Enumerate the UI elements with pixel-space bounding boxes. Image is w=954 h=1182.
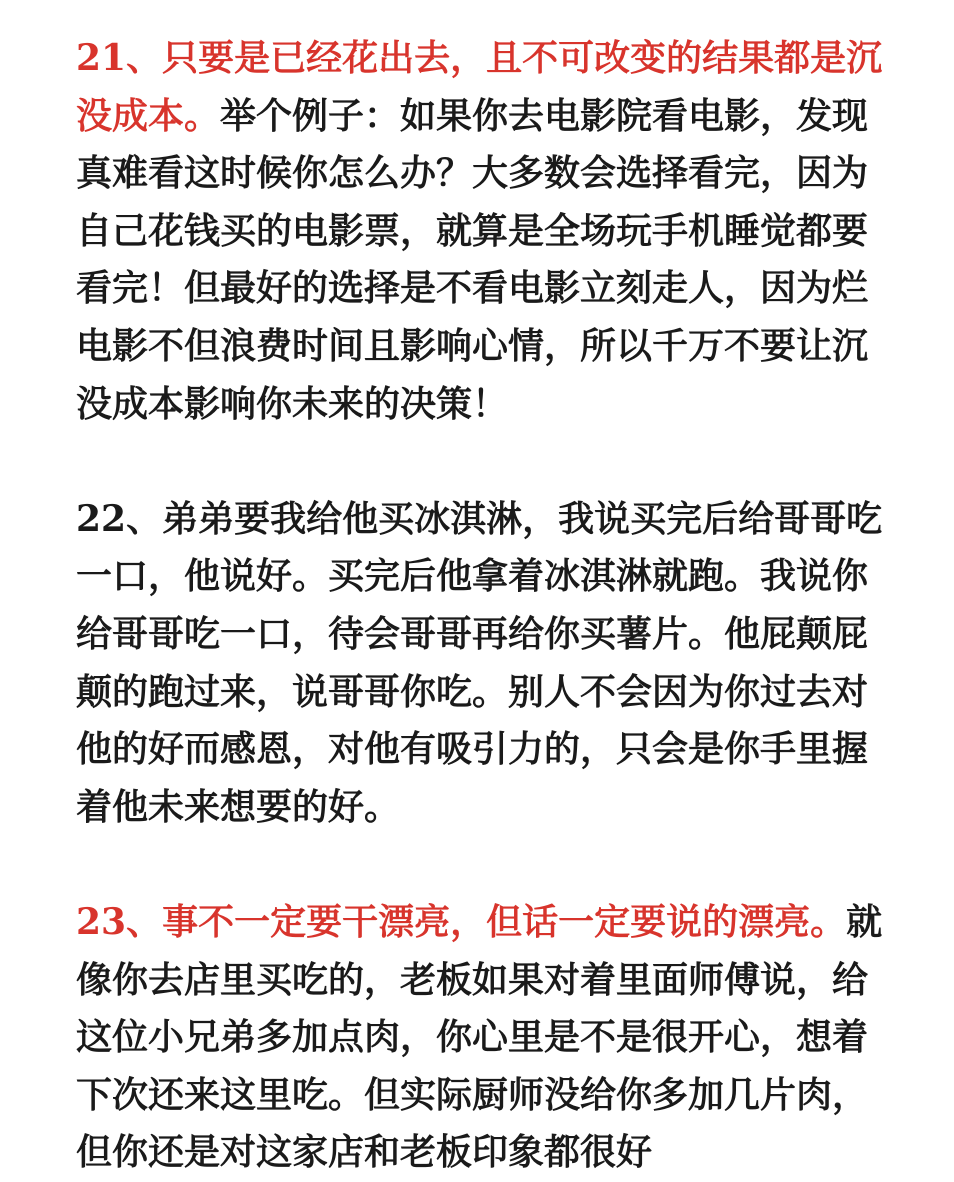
section-number: 21、 [76, 37, 163, 79]
section-number: 22、 [76, 497, 163, 540]
section-headline: 只要是已经花出去，且不可改变的结果都是沉没成本。 [76, 37, 883, 137]
section-23 [76, 894, 896, 1182]
section-headline: 事不一定要干漂亮，但话一定要说的漂亮。 [162, 900, 847, 943]
section-21 [76, 30, 896, 433]
article [76, 30, 896, 1182]
section-22 [76, 491, 896, 837]
section-body: 举个例子：如果你去电影院看电影，发现真难看这时候你怎么办？大多数会选择看完，因为自己花钱买的电影票，就算是全场玩手机睡觉都要看完！但最好的选择是不看电影立刻走人，因为烂电影不但浪费时间且影响心情，所以千万不要让沉没成本影响你未来的决策！ [76, 94, 869, 425]
section-body: 就像你去店里买吃的，老板如果对着里面师傅说，给这位小兄弟多加点肉，你心里是不是很开心，想着下次还来这里吃。但实际厨师没给你多加几片肉，但你还是对这家店和老板印象都很好 [76, 900, 883, 1174]
section-body: 弟弟要我给他买冰淇淋，我说买完后给哥哥吃一口，他说好。买完后他拿着冰淇淋就跑。我说你给哥哥吃一口，待会哥哥再给你买薯片。他屁颠屁颠的跑过来，说哥哥你吃。别人不会因为你过去对他的好而感恩，对他有吸引力的，只会是你手里握着他未来想要的好。 [76, 497, 883, 828]
section-number: 23、 [76, 900, 163, 943]
